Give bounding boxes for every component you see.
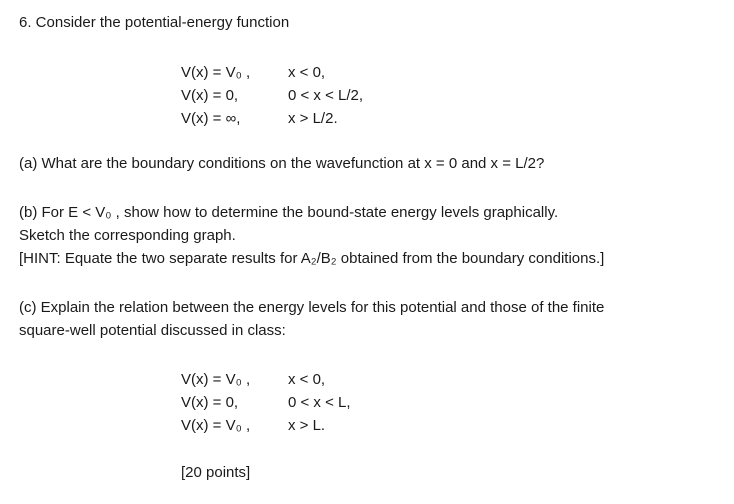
potential-2-row-2-cond: 0 < x < L,: [288, 394, 351, 411]
part-c-line-1: (c) Explain the relation between the energy levels for this potential and those of the finite: [19, 299, 605, 316]
potential-1-row-3-lhs: V(x) = ∞,: [181, 110, 241, 127]
part-b-line-2: Sketch the corresponding graph.: [19, 227, 236, 244]
potential-1-row-2-cond: 0 < x < L/2,: [288, 87, 364, 104]
potential-1-row-3-cond: x > L/2.: [288, 110, 338, 127]
problem-heading: 6. Consider the potential-energy function: [19, 14, 290, 31]
part-c-line-2: square-well potential discussed in class:: [19, 322, 286, 339]
potential-2-row-3-cond: x > L.: [288, 417, 326, 434]
potential-2-row-1-cond: x < 0,: [288, 371, 326, 388]
potential-2-row-2-lhs: V(x) = 0,: [181, 394, 239, 411]
potential-2-row-1-lhs: V(x) = V₀ ,: [181, 371, 251, 388]
part-b-hint: [HINT: Equate the two separate results for A₂/B₂ obtained from the boundary conditions.]: [19, 250, 605, 267]
potential-2-row-3-lhs: V(x) = V₀ ,: [181, 417, 251, 434]
potential-1-row-2-lhs: V(x) = 0,: [181, 87, 239, 104]
part-b-line-1: (b) For E < V₀ , show how to determine the bound-state energy levels graphically.: [19, 204, 559, 221]
potential-1-row-1-lhs: V(x) = V₀ ,: [181, 64, 251, 81]
part-a-text: (a) What are the boundary conditions on the wavefunction at x = 0 and x = L/2?: [19, 155, 545, 172]
potential-1-row-1-cond: x < 0,: [288, 64, 326, 81]
points-label: [20 points]: [181, 464, 251, 481]
